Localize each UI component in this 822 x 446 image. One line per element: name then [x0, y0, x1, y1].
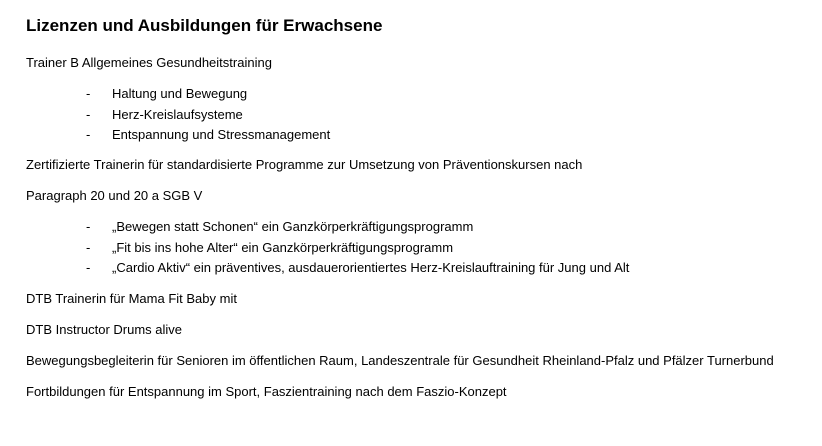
praevention-line-2: Paragraph 20 und 20 a SGB V: [26, 188, 203, 203]
bullet-dash: -: [86, 239, 91, 255]
bullet-dash: -: [86, 86, 91, 101]
list-item-text: „Bewegen statt Schonen“ ein Ganzkörperkräftigungsprogramm: [112, 219, 474, 234]
dtb-mama-line: DTB Trainerin für Mama Fit Baby mit: [26, 291, 237, 306]
dtb-drums-line: DTB Instructor Drums alive: [26, 322, 183, 337]
praevention-line-1: Zertifizierte Trainerin für standardisierte Programme zur Umsetzung von Präventionskursen nach: [26, 157, 583, 172]
list-item-text: Entspannung und Stressmanagement: [112, 127, 331, 142]
fortbildungen-line: Fortbildungen für Entspannung im Sport, Faszientraining nach dem Faszio-Konzept: [26, 384, 507, 399]
list-item-text: „Cardio Aktiv“ ein präventives, ausdauerorientiertes Herz-Kreislauftraining für Jung und Alt: [112, 260, 630, 275]
list-item-text: Haltung und Bewegung: [112, 86, 248, 101]
trainer-b-title: Trainer B Allgemeines Gesundheitstraining: [26, 55, 272, 70]
bullet-dash: -: [86, 127, 91, 142]
senioren-line: Bewegungsbegleiterin für Senioren im öffentlichen Raum, Landeszentrale für Gesundheit Rheinland-Pfalz und Pfälzer Turnerbund: [26, 353, 774, 368]
bullet-dash: -: [86, 219, 91, 234]
list-item-text: Herz-Kreislaufsysteme: [112, 106, 243, 122]
list-item-text: „Fit bis ins hohe Alter“ ein Ganzkörperkräftigungsprogramm: [112, 239, 454, 255]
bullet-dash: -: [86, 106, 91, 122]
document-heading: Lizenzen und Ausbildungen für Erwachsene: [26, 16, 383, 35]
bullet-dash: -: [86, 260, 91, 275]
